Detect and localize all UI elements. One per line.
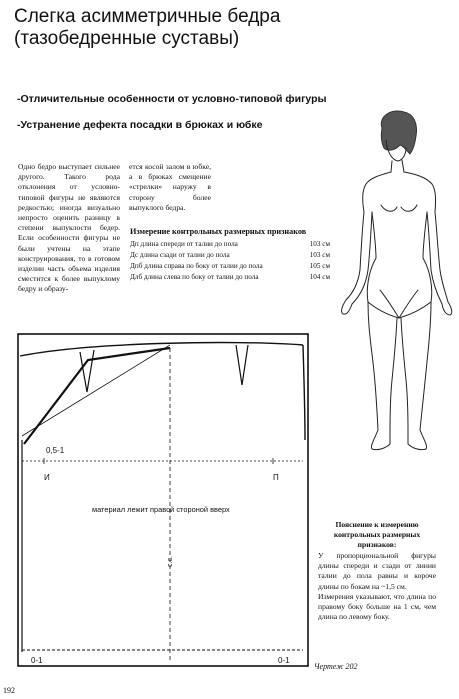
subtitle-features: -Отличительные особенности от условно-типовой фигуры <box>17 93 327 105</box>
label-offset: 0,5-1 <box>46 446 65 455</box>
back-dart <box>236 345 248 385</box>
subtitle-fix: -Устранение дефекта посадки в брюках и юбке <box>17 119 263 131</box>
measurement-value: 105 см <box>309 262 330 270</box>
body-text-middle: ется косой залом в юбке, а в брюках смещение «стрелки» наружу в сторону более выпуклого бедра. <box>129 162 211 212</box>
measurement-label: Дпб длина справа по боку от талии до пола <box>130 262 263 270</box>
label-i: И <box>44 473 50 482</box>
title-line-1: Слегка асимметричные бедра <box>14 6 281 27</box>
measurement-label: Дс длина сзади от талии до пола <box>130 251 230 259</box>
explanation-paragraph: У пропорциональной фигуры длины спереди и сзади от линии талии до пола равны и короче длины по бокам на ~1,5 см. <box>318 551 436 591</box>
measurement-label: Дп длина спереди от талии до пола <box>130 240 238 248</box>
label-hem-left: 0-1 <box>31 656 43 665</box>
explanation-heading: Пояснение к измерению контрольных размерных признаков: <box>333 520 421 549</box>
explanation-paragraph: Измерения указывают, что длина по правому боку больше на 1 см, чем длина по левому боку. <box>318 591 436 622</box>
measurement-value: 104 см <box>309 273 330 281</box>
right-side-seam <box>303 345 305 440</box>
label-hem-right: 0-1 <box>278 656 290 665</box>
label-ss: с.с. <box>166 556 174 567</box>
front-dart <box>80 350 94 392</box>
label-p: П <box>273 473 279 482</box>
measurement-value: 103 см <box>309 240 330 248</box>
page-number: 192 <box>3 686 15 695</box>
label-material: материал лежит правой стороной вверх <box>92 505 230 514</box>
explanation-block <box>318 520 436 622</box>
title-line-2: (тазобедренные суставы) <box>14 28 240 49</box>
measurement-label: Длб длина слева по боку от талии до пола <box>130 273 259 281</box>
body-text-left: Одно бедро выступает сильнее другого. Такого рода отклонения от условно-типовой фигуры не являются редкостью; иногда визуально непросто оценить разницу в степени выпуклости бедер. Если особенности фигуры не были учтены на этапе конструирования, то в готовом изделии часть объема изделия сместится к более выпуклому бедру и образу- <box>18 162 120 294</box>
drawing-caption: Чертеж 202 <box>314 662 358 671</box>
measurements-title: Измерение контрольных размерных признаков <box>130 227 307 236</box>
measurement-value: 103 см <box>309 251 330 259</box>
fabric-outline <box>18 334 308 666</box>
side-seam-line <box>24 348 170 444</box>
